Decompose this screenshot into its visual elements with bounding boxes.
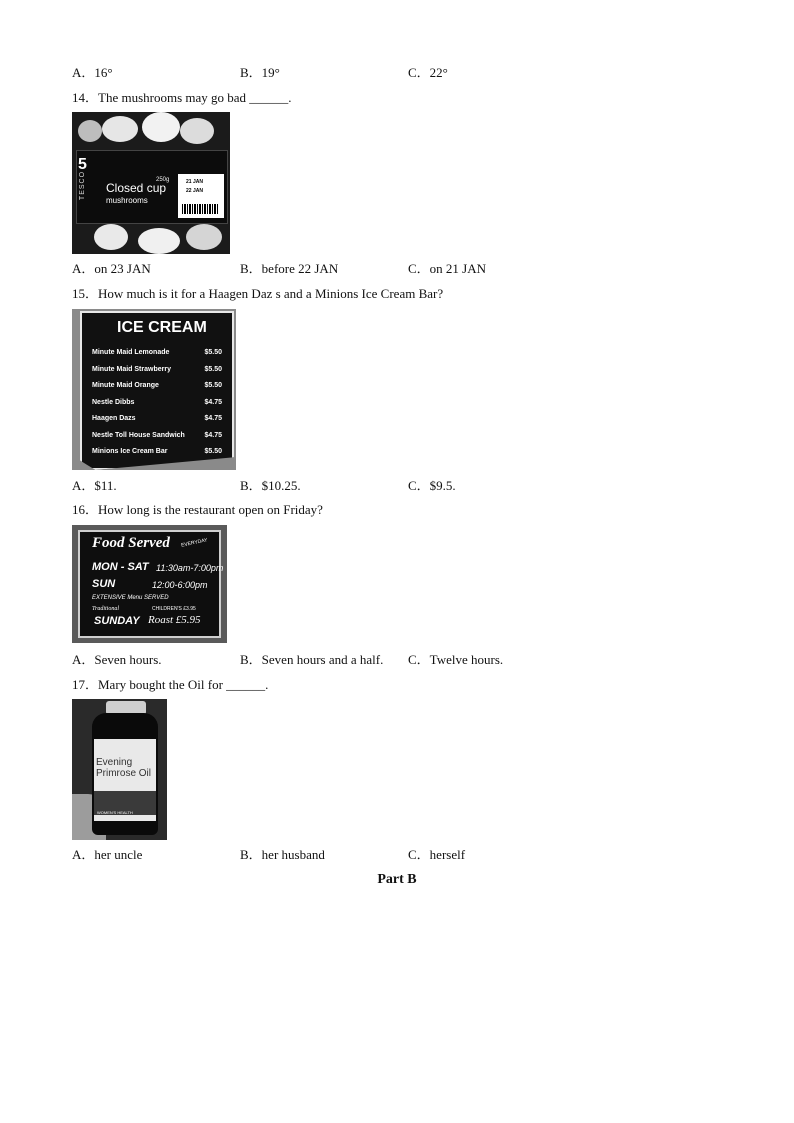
bottle-band: WOMEN'S HEALTH — [97, 810, 133, 815]
q14-option-b[interactable]: B．before 22 JAN — [240, 261, 339, 276]
q17-option-c[interactable]: C．herself — [408, 847, 466, 862]
q13-option-b[interactable]: B．19° — [240, 65, 280, 80]
q14-option-a[interactable]: A．on 23 JAN — [72, 261, 151, 276]
q16-option-a[interactable]: A．Seven hours. — [72, 652, 162, 667]
board-sunday-roast-day: SUNDAY — [94, 615, 140, 627]
board-weekday-hours: 11:30am-7:00pm — [156, 563, 224, 573]
menu-item: Haagen Dazs $4.75 — [92, 415, 222, 422]
product-name: Closed cup — [106, 181, 167, 195]
mushroom-package-photo — [72, 112, 230, 254]
date-label-2: 22 JAN — [186, 188, 203, 194]
q15-options — [72, 477, 732, 495]
pack-number: 5 — [78, 156, 87, 173]
q16-question: 16．How long is the restaurant open on Friday? — [72, 502, 323, 517]
board-menu-line: EXTENSIVE Menu SERVED — [92, 595, 169, 601]
menu-item: Nestle Dibbs $4.75 — [92, 398, 222, 406]
menu-item: Nestle Toll House Sandwich $4.75 — [92, 431, 222, 439]
q14-question: 14．The mushrooms may go bad ______. — [72, 90, 292, 105]
menu-item: Minions Ice Cream Bar $5.50 — [92, 448, 222, 455]
board-tag: EVERYDAY — [180, 537, 209, 549]
q16-options — [72, 651, 732, 669]
primrose-oil-bottle-photo — [72, 699, 167, 840]
menu-item: Minute Maid Strawberry $5.50 — [92, 365, 222, 373]
board-weekday: MON - SAT — [92, 561, 149, 573]
q14-options — [72, 260, 732, 278]
q16-option-b[interactable]: B．Seven hours and a half. — [240, 652, 384, 667]
product-weight: 250g — [156, 177, 170, 183]
board-children: CHILDREN'S £3.95 — [152, 606, 196, 612]
q15-option-a[interactable]: A．$11. — [72, 478, 117, 493]
date-label-1: 21 JAN — [186, 179, 203, 185]
q17-question: 17．Mary bought the Oil for ______. — [72, 677, 269, 692]
q17-option-a[interactable]: A．her uncle — [72, 847, 143, 862]
q17-options — [72, 846, 732, 864]
product-sub: mushrooms — [106, 196, 148, 205]
ice-cream-menu-photo — [72, 309, 236, 470]
menu-title: ICE CREAM — [117, 319, 207, 336]
bottle-label-line2: Primrose Oil — [96, 768, 152, 779]
barcode-icon — [182, 204, 218, 214]
q13-option-a[interactable]: A．16° — [72, 65, 113, 80]
bottle-label-line1: Evening — [96, 757, 133, 768]
board-traditional: Traditional — [92, 606, 120, 612]
q16-option-c[interactable]: C．Twelve hours. — [408, 652, 504, 667]
tesco-logo: TESCO — [79, 170, 87, 201]
q14-option-c[interactable]: C．on 21 JAN — [408, 261, 487, 276]
q17-option-b[interactable]: B．her husband — [240, 847, 325, 862]
board-sunday-roast: Roast £5.95 — [148, 614, 201, 626]
q13-options — [72, 64, 732, 82]
q13-option-c[interactable]: C．22° — [408, 65, 448, 80]
board-sunday-hours: 12:00-6:00pm — [152, 580, 208, 590]
q15-option-b[interactable]: B．$10.25. — [240, 478, 301, 493]
section-title: Part B — [377, 872, 417, 887]
q15-option-c[interactable]: C．$9.5. — [408, 478, 456, 493]
board-sunday: SUN — [92, 578, 116, 590]
menu-item: Minute Maid Lemonade $5.50 — [92, 349, 222, 356]
menu-item: Minute Maid Orange $5.50 — [92, 382, 222, 389]
food-served-board-photo — [72, 525, 227, 643]
menu-list — [92, 345, 222, 461]
q15-question: 15．How much is it for a Haagen Daz s and a Minions Ice Cream Bar? — [72, 286, 444, 301]
board-title: Food Served — [92, 535, 170, 551]
